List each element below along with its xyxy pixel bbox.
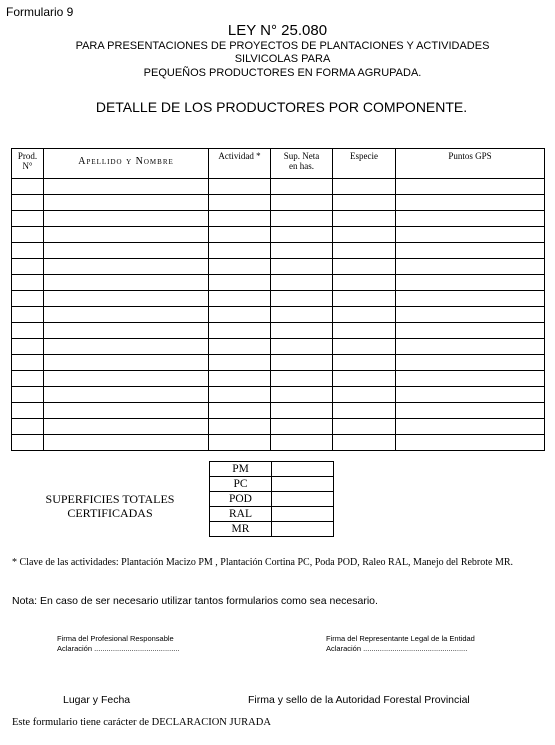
detail-title: DETALLE DE LOS PRODUCTORES POR COMPONENTE.	[95, 99, 468, 115]
table-cell[interactable]	[44, 323, 209, 339]
table-cell[interactable]	[396, 275, 545, 291]
table-cell[interactable]	[271, 307, 333, 323]
signature-professional: Firma del Profesional Responsable Aclaración .........................................	[57, 634, 180, 653]
table-row[interactable]	[12, 387, 545, 403]
table-row[interactable]	[12, 419, 545, 435]
table-cell[interactable]	[333, 179, 396, 195]
table-cell[interactable]	[333, 195, 396, 211]
table-cell[interactable]	[209, 291, 271, 307]
table-cell[interactable]	[333, 339, 396, 355]
table-cell[interactable]	[333, 259, 396, 275]
table-cell[interactable]	[209, 387, 271, 403]
col-header-species: Especie	[333, 149, 396, 179]
table-row[interactable]	[12, 259, 545, 275]
table-cell[interactable]	[12, 307, 44, 323]
sworn-declaration: Este formulario tiene carácter de DECLARACION JURADA	[12, 717, 271, 728]
note: Nota: En caso de ser necesario utilizar tantos formularios como sea necesario.	[12, 595, 378, 607]
table-cell[interactable]	[333, 355, 396, 371]
table-cell[interactable]	[271, 211, 333, 227]
table-row[interactable]	[12, 291, 545, 307]
authority-signature: Firma y sello de la Autoridad Forestal Provincial	[248, 694, 470, 706]
totals-code: MR	[210, 522, 272, 537]
table-row[interactable]	[12, 275, 545, 291]
table-cell[interactable]	[12, 211, 44, 227]
table-row[interactable]	[12, 195, 545, 211]
table-cell[interactable]	[12, 419, 44, 435]
totals-label: SUPERFICIES TOTALES CERTIFICADAS	[45, 492, 175, 520]
table-cell[interactable]	[333, 227, 396, 243]
table-cell[interactable]	[12, 435, 44, 451]
table-cell[interactable]	[333, 211, 396, 227]
place-and-date: Lugar y Fecha	[63, 694, 131, 706]
subtitle-line-1: PARA PRESENTACIONES DE PROYECTOS DE PLANTACIONES Y ACTIVIDADES	[75, 40, 490, 52]
table-cell[interactable]	[271, 179, 333, 195]
table-row[interactable]	[12, 371, 545, 387]
table-cell[interactable]	[44, 355, 209, 371]
table-cell[interactable]	[209, 243, 271, 259]
table-cell[interactable]	[12, 179, 44, 195]
table-row[interactable]	[12, 323, 545, 339]
table-cell[interactable]	[12, 403, 44, 419]
table-cell[interactable]	[12, 339, 44, 355]
table-cell[interactable]	[396, 419, 545, 435]
table-cell[interactable]	[12, 355, 44, 371]
table-cell[interactable]	[271, 355, 333, 371]
col-header-surface: Sup. Neta en has.	[271, 149, 333, 179]
table-cell[interactable]	[44, 195, 209, 211]
table-cell[interactable]	[333, 371, 396, 387]
table-cell[interactable]	[271, 387, 333, 403]
table-cell[interactable]	[44, 291, 209, 307]
table-row[interactable]	[12, 355, 545, 371]
table-cell[interactable]	[396, 355, 545, 371]
table-cell[interactable]	[333, 291, 396, 307]
totals-table	[209, 461, 334, 537]
table-row[interactable]	[12, 179, 545, 195]
table-cell[interactable]	[209, 435, 271, 451]
table-cell[interactable]	[333, 419, 396, 435]
table-cell[interactable]	[271, 403, 333, 419]
table-cell[interactable]	[44, 211, 209, 227]
table-cell[interactable]	[396, 291, 545, 307]
table-row[interactable]	[12, 307, 545, 323]
totals-row	[210, 492, 334, 507]
table-cell[interactable]	[396, 435, 545, 451]
form-number: Formulario 9	[6, 5, 74, 19]
table-cell[interactable]	[396, 259, 545, 275]
table-cell[interactable]	[44, 435, 209, 451]
totals-row	[210, 522, 334, 537]
table-cell[interactable]	[44, 387, 209, 403]
table-cell[interactable]	[396, 227, 545, 243]
table-cell[interactable]	[12, 227, 44, 243]
table-cell[interactable]	[44, 307, 209, 323]
table-cell[interactable]	[12, 371, 44, 387]
totals-value-cell[interactable]	[272, 477, 334, 492]
table-cell[interactable]	[396, 371, 545, 387]
totals-code: RAL	[210, 507, 272, 522]
law-title: LEY N° 25.080	[227, 22, 328, 39]
totals-code: PC	[210, 477, 272, 492]
table-row[interactable]	[12, 435, 545, 451]
table-cell[interactable]	[44, 339, 209, 355]
table-cell[interactable]	[12, 195, 44, 211]
table-cell[interactable]	[271, 371, 333, 387]
table-cell[interactable]	[271, 323, 333, 339]
table-cell[interactable]	[396, 403, 545, 419]
table-cell[interactable]	[271, 227, 333, 243]
col-header-prod: Prod. N°	[12, 149, 44, 179]
table-cell[interactable]	[271, 259, 333, 275]
table-cell[interactable]	[333, 435, 396, 451]
table-cell[interactable]	[12, 275, 44, 291]
table-cell[interactable]	[396, 195, 545, 211]
table-cell[interactable]	[209, 179, 271, 195]
table-cell[interactable]	[12, 323, 44, 339]
table-cell[interactable]	[209, 403, 271, 419]
table-cell[interactable]	[271, 419, 333, 435]
table-cell[interactable]	[396, 243, 545, 259]
table-cell[interactable]	[271, 243, 333, 259]
table-cell[interactable]	[209, 195, 271, 211]
table-cell[interactable]	[396, 387, 545, 403]
table-row[interactable]	[12, 243, 545, 259]
totals-code: PM	[210, 462, 272, 477]
table-cell[interactable]	[396, 339, 545, 355]
table-cell[interactable]	[209, 323, 271, 339]
table-cell[interactable]	[44, 179, 209, 195]
totals-row	[210, 462, 334, 477]
table-cell[interactable]	[44, 227, 209, 243]
totals-row	[210, 507, 334, 522]
table-cell[interactable]	[209, 355, 271, 371]
table-cell[interactable]	[333, 323, 396, 339]
table-cell[interactable]	[12, 259, 44, 275]
table-cell[interactable]	[44, 275, 209, 291]
activity-key-footnote: * Clave de las actividades: Plantación Macizo PM , Plantación Cortina PC, Poda POD, Raleo RAL, Manejo del Rebrote MR.	[12, 557, 514, 568]
totals-row	[210, 477, 334, 492]
table-cell[interactable]	[12, 291, 44, 307]
col-header-gps: Puntos GPS	[396, 149, 545, 179]
totals-value-cell[interactable]	[272, 462, 334, 477]
table-cell[interactable]	[333, 403, 396, 419]
totals-code: POD	[210, 492, 272, 507]
subtitle-line-2: SILVICOLAS PARA	[234, 53, 331, 65]
table-cell[interactable]	[209, 307, 271, 323]
table-row[interactable]	[12, 403, 545, 419]
table-cell[interactable]	[12, 243, 44, 259]
table-cell[interactable]	[271, 291, 333, 307]
table-row[interactable]	[12, 211, 545, 227]
table-cell[interactable]	[44, 371, 209, 387]
table-cell[interactable]	[396, 307, 545, 323]
table-cell[interactable]	[333, 275, 396, 291]
table-cell[interactable]	[333, 387, 396, 403]
table-row[interactable]	[12, 339, 545, 355]
table-cell[interactable]	[12, 387, 44, 403]
table-cell[interactable]	[271, 275, 333, 291]
table-cell[interactable]	[44, 419, 209, 435]
table-cell[interactable]	[209, 371, 271, 387]
col-header-activity: Actividad *	[209, 149, 271, 179]
producers-table	[11, 148, 545, 451]
totals-value-cell[interactable]	[272, 492, 334, 507]
col-header-name: Apellido y Nombre	[44, 149, 209, 179]
totals-value-cell[interactable]	[272, 522, 334, 537]
table-cell[interactable]	[209, 339, 271, 355]
signature-representative: Firma del Representante Legal de la Entidad Aclaración ..................................................	[326, 634, 475, 653]
table-cell[interactable]	[44, 259, 209, 275]
table-cell[interactable]	[209, 259, 271, 275]
totals-value-cell[interactable]	[272, 507, 334, 522]
table-cell[interactable]	[333, 243, 396, 259]
table-cell[interactable]	[396, 211, 545, 227]
table-cell[interactable]	[333, 307, 396, 323]
table-cell[interactable]	[44, 403, 209, 419]
table-cell[interactable]	[209, 275, 271, 291]
table-cell[interactable]	[44, 243, 209, 259]
table-cell[interactable]	[271, 195, 333, 211]
table-cell[interactable]	[396, 179, 545, 195]
table-cell[interactable]	[209, 227, 271, 243]
table-cell[interactable]	[396, 323, 545, 339]
table-cell[interactable]	[209, 211, 271, 227]
table-cell[interactable]	[271, 339, 333, 355]
table-cell[interactable]	[271, 435, 333, 451]
table-row[interactable]	[12, 227, 545, 243]
subtitle-line-3: PEQUEÑOS PRODUCTORES EN FORMA AGRUPADA.	[143, 67, 422, 79]
table-cell[interactable]	[209, 419, 271, 435]
